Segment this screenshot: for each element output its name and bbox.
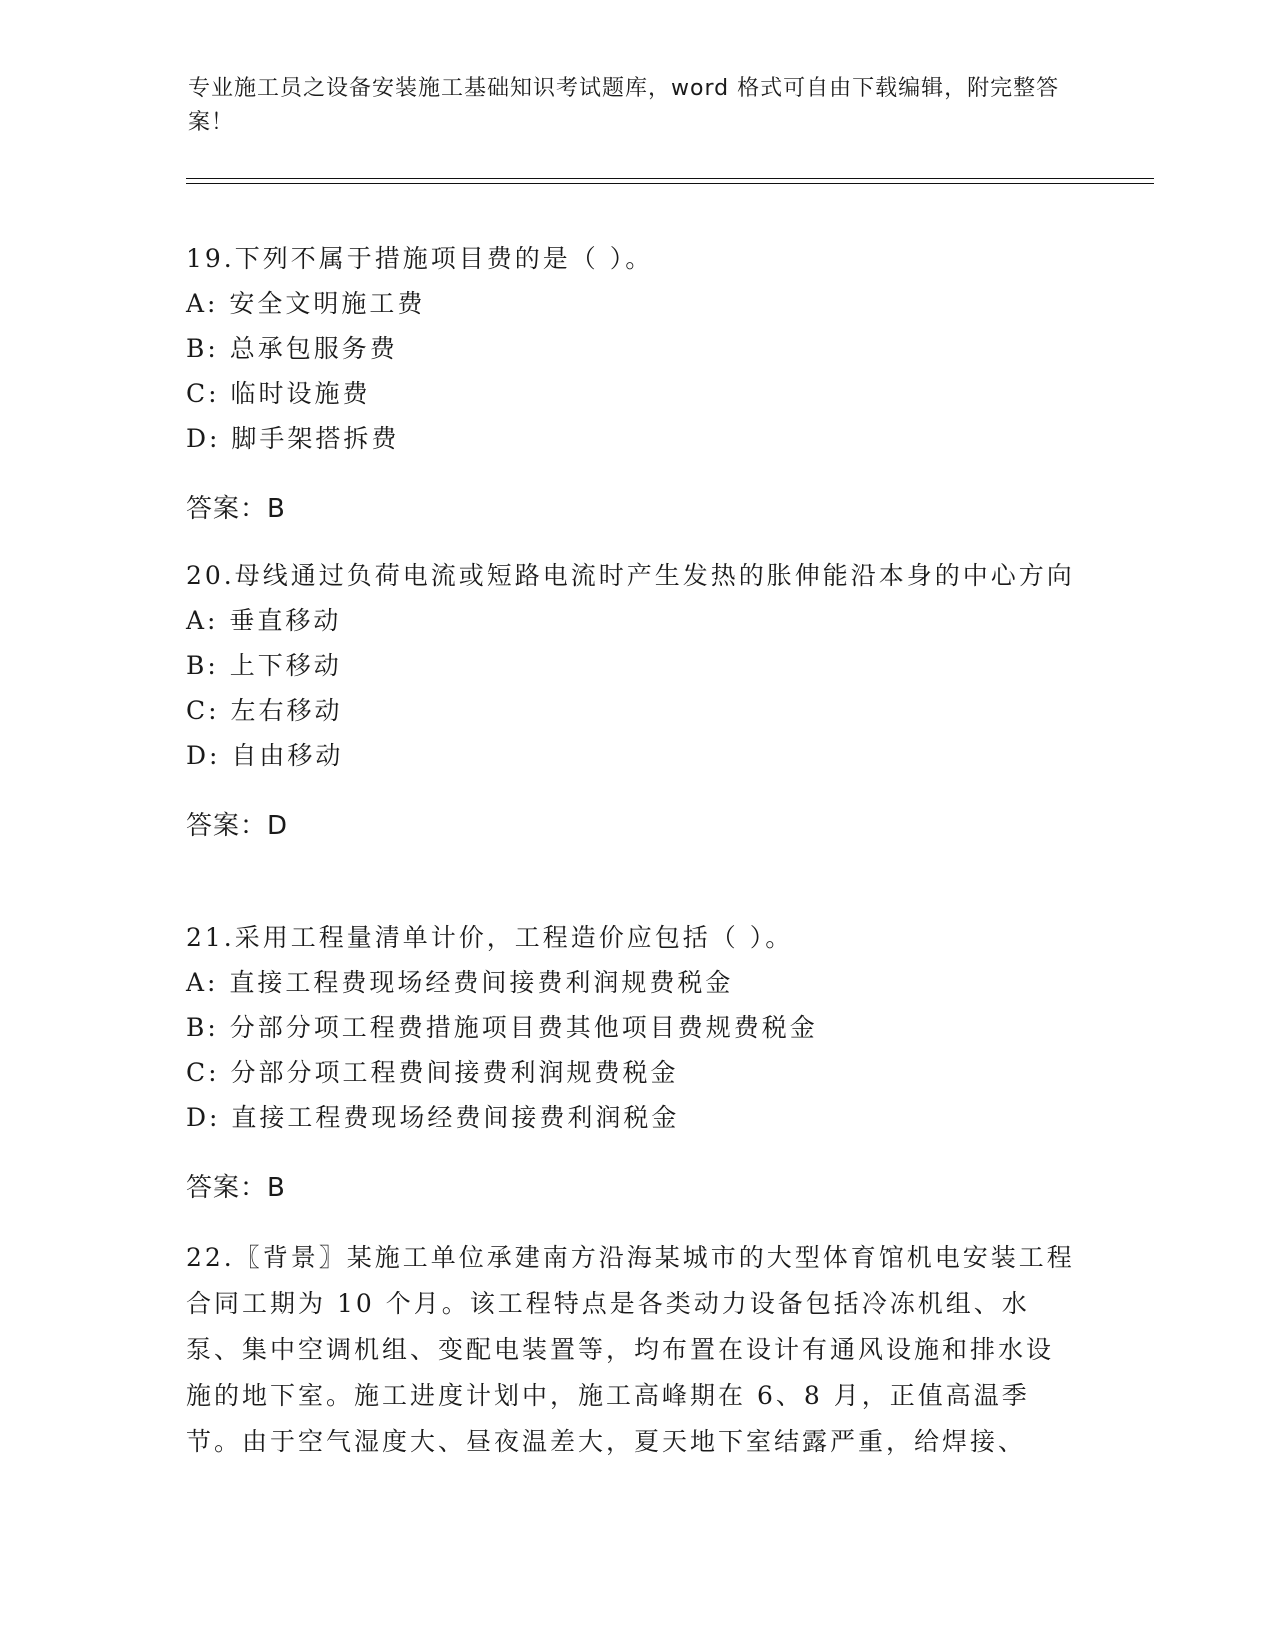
answer: 答案：B: [186, 494, 286, 524]
option-d: D: 自由移动: [186, 741, 344, 770]
option-b: B: 分部分项工程费措施项目费其他项目费规费税金: [186, 1013, 818, 1042]
question-stem: 20.母线通过负荷电流或短路电流时产生发热的胀伸能沿本身的中心方向: [186, 561, 1075, 590]
answer: 答案：D: [186, 811, 289, 841]
option-c: C: 分部分项工程费间接费利润规费税金: [186, 1058, 679, 1087]
question-20: [186, 553, 1076, 875]
header-divider-top: [186, 178, 1154, 179]
question-21: [186, 915, 1076, 1237]
document-header: 专业施工员之设备安装施工基础知识考试题库，word 格式可自由下载编辑，附完整答案！: [188, 76, 1060, 135]
option-a: A: 直接工程费现场经费间接费利润规费税金: [186, 968, 734, 997]
question-19: [186, 236, 1076, 558]
header-divider-bottom: [186, 183, 1154, 184]
option-d: D: 脚手架搭拆费: [186, 424, 400, 453]
question-stem: 21.采用工程量清单计价，工程造价应包括（ ）。: [186, 923, 794, 952]
option-a: A: 垂直移动: [186, 606, 342, 635]
option-d: D: 直接工程费现场经费间接费利润税金: [186, 1103, 680, 1132]
option-c: C: 临时设施费: [186, 379, 371, 408]
option-c: C: 左右移动: [186, 696, 343, 725]
option-a: A: 安全文明施工费: [186, 289, 426, 318]
option-b: B: 上下移动: [186, 651, 342, 680]
question-22: [186, 1235, 1076, 1465]
answer: 答案：B: [186, 1173, 286, 1203]
option-b: B: 总承包服务费: [186, 334, 398, 363]
question-stem: 22.〖背景〗某施工单位承建南方沿海某城市的大型体育馆机电安装工程合同工期为 10 个月。该工程特点是各类动力设备包括冷冻机组、水泵、集中空调机组、变配电装置等，均布置在设计有通风设施和排水设施的地下室。施工进度计划中，施工高峰期在 6、8 月，正值高温季节。由于空气湿度大、昼夜温差大，夏天地下室结露严重，给焊接、: [186, 1243, 1075, 1456]
question-stem: 19.下列不属于措施项目费的是（ ）。: [186, 244, 654, 273]
